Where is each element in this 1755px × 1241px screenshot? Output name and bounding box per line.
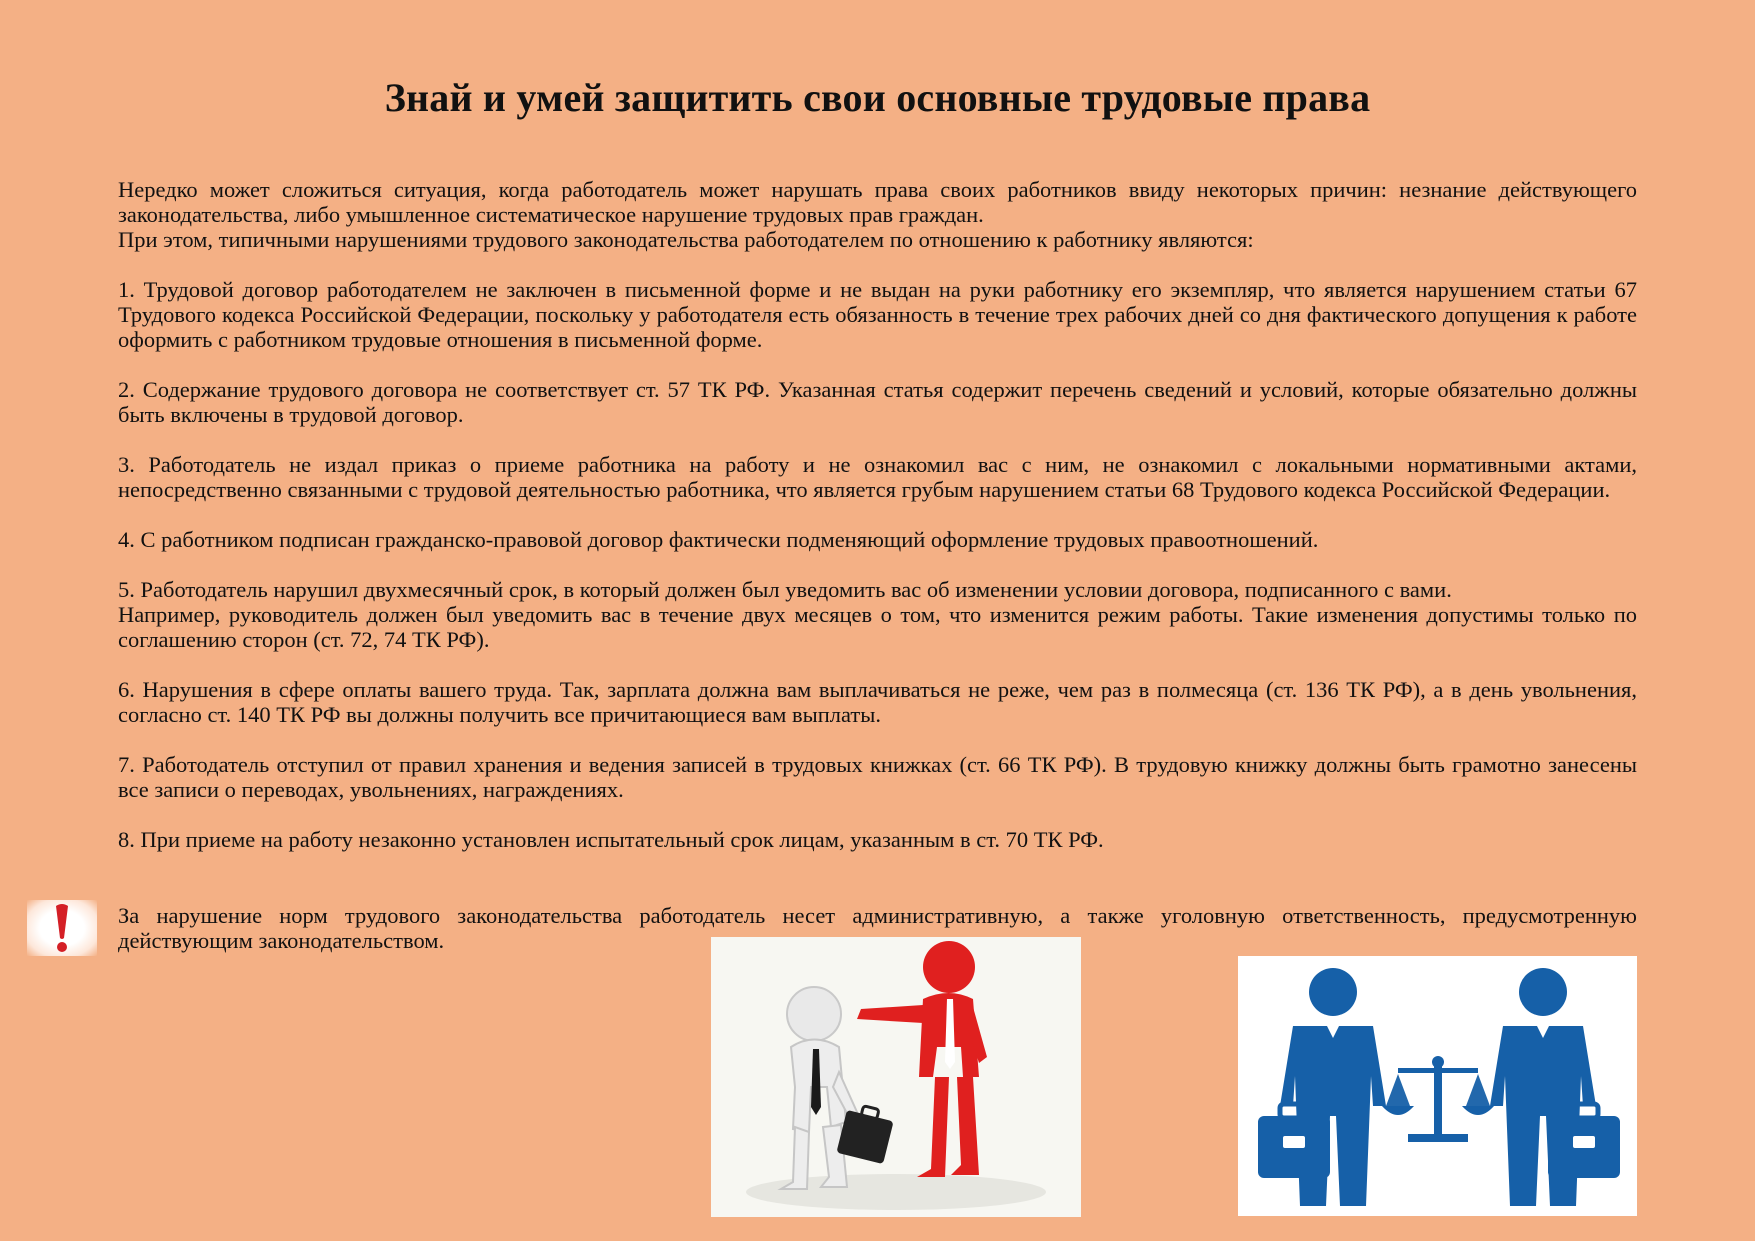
intro-paragraph: Нередко может сложиться ситуация, когда работодатель может нарушать права своих работников ввиду некоторых причин: незнание действующего законодательства, либо умышленное систематическое нарушение трудовых прав граждан. (118, 177, 1637, 227)
violation-item-7: 7. Работодатель отступил от правил хранения и ведения записей в трудовых книжках (ст. 66 ТК РФ). В трудовую книжку должны быть грамотно занесены все записи о переводах, увольнениях, награждениях. (118, 752, 1637, 802)
liability-warning: За нарушение норм трудового законодательства работодатель несет административную, а также уголовную ответственность, предусмотренную действующим законодательством. (118, 903, 1637, 953)
employer-dismissing-employee-illustration (711, 937, 1081, 1217)
violation-item-6: 6. Нарушения в сфере оплаты вашего труда. Так, зарплата должна вам выплачиваться не реже, чем раз в полмесяца (ст. 136 ТК РФ), а в день увольнения, согласно ст. 140 ТК РФ вы должны получить все причитающиеся вам выплаты. (118, 677, 1637, 727)
violation-item-1: 1. Трудовой договор работодателем не заключен в письменной форме и не выдан на руки работнику его экземпляр, что является нарушением статьи 67 Трудового кодекса Российской Федерации, поскольку у работодателя есть обязанность в течение трех рабочих дней со дня фактического допущения к работе оформить с работником трудовые отношения в письменной форме. (118, 277, 1637, 352)
violation-item-2: 2. Содержание трудового договора не соответствует ст. 57 ТК РФ. Указанная статья содержит перечень сведений и условий, которые обязательно должны быть включены в трудовой договор. (118, 377, 1637, 427)
violation-item-4: 4. С работником подписан гражданско-правовой договор фактически подменяющий оформление трудовых правоотношений. (118, 527, 1319, 552)
document-body (118, 177, 1637, 852)
page-title: Знай и умей защитить свои основные трудовые права (384, 75, 1371, 120)
violation-item-8: 8. При приеме на работу незаконно установлен испытательный срок лицам, указанным в ст. 70 ТК РФ. (118, 827, 1104, 852)
violation-item-3: 3. Работодатель не издал приказ о приеме работника на работу и не ознакомил вас с ним, не ознакомил с локальными нормативными актами, непосредственно связанными с трудовой деятельностью работника, что является грубым нарушением статьи 68 Трудового кодекса Российской Федерации. (118, 452, 1637, 502)
violation-item-5-example: Например, руководитель должен был уведомить вас в течение двух месяцев о том, что изменится режим работы. Такие изменения допустимы только по соглашению сторон (ст. 72, 74 ТК РФ). (118, 602, 1637, 652)
violation-item-5: 5. Работодатель нарушил двухмесячный срок, в который должен был уведомить вас об изменении условии договора, подписанного с вами. (118, 577, 1452, 602)
two-workers-with-scales-illustration (1238, 956, 1637, 1216)
intro-lead: При этом, типичными нарушениями трудового законодательства работодателем по отношению к работнику являются: (118, 227, 1254, 252)
exclamation-icon (27, 900, 97, 956)
